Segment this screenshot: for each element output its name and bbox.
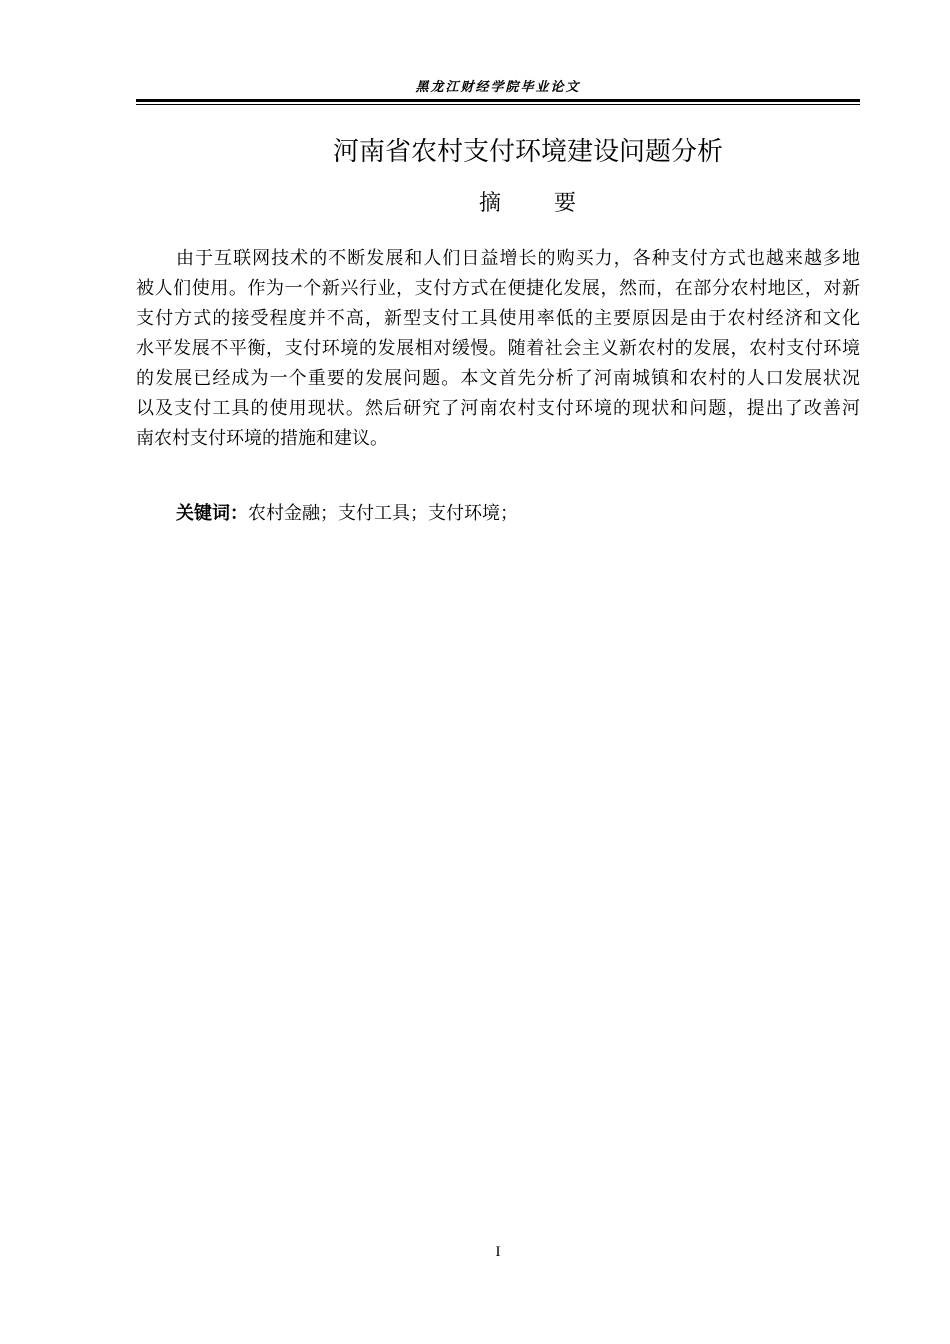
abstract-heading-char-2: 要: [554, 191, 578, 216]
keywords-label: 关键词：: [176, 503, 248, 524]
abstract-line: 水平发展不平衡，支付环境的发展相对缓慢。随着社会主义新农村的发展，农村支付环境: [136, 338, 860, 359]
header-rule-thin: [136, 104, 860, 105]
keywords-text: 农村金融；支付工具；支付环境；: [248, 503, 518, 524]
abstract-line: 由于互联网技术的不断发展和人们日益增长的购买力，各种支付方式也越来越多地: [176, 248, 860, 269]
abstract-line: 支付方式的接受程度并不高，新型支付工具使用率低的主要原因是由于农村经济和文化: [136, 308, 860, 329]
document-title: 河南省农村支付环境建设问题分析: [332, 137, 723, 167]
abstract-line: 的发展已经成为一个重要的发展问题。本文首先分析了河南城镇和农村的人口发展状况: [136, 368, 860, 389]
abstract-line: 以及支付工具的使用现状。然后研究了河南农村支付环境的现状和问题，提出了改善河: [136, 398, 860, 419]
abstract-paragraph: [136, 244, 860, 454]
abstract-line: 被人们使用。作为一个新兴行业，支付方式在便捷化发展，然而，在部分农村地区，对新: [136, 278, 860, 299]
page-number: I: [495, 1244, 501, 1260]
keywords: [176, 500, 518, 528]
header-rule-thick: [136, 99, 860, 102]
abstract-heading: [136, 188, 920, 220]
running-header: 黑龙江财经学院毕业论文: [415, 80, 581, 95]
abstract-line: 南农村支付环境的措施和建议。: [136, 428, 388, 449]
abstract-heading-char-1: 摘: [478, 191, 502, 216]
